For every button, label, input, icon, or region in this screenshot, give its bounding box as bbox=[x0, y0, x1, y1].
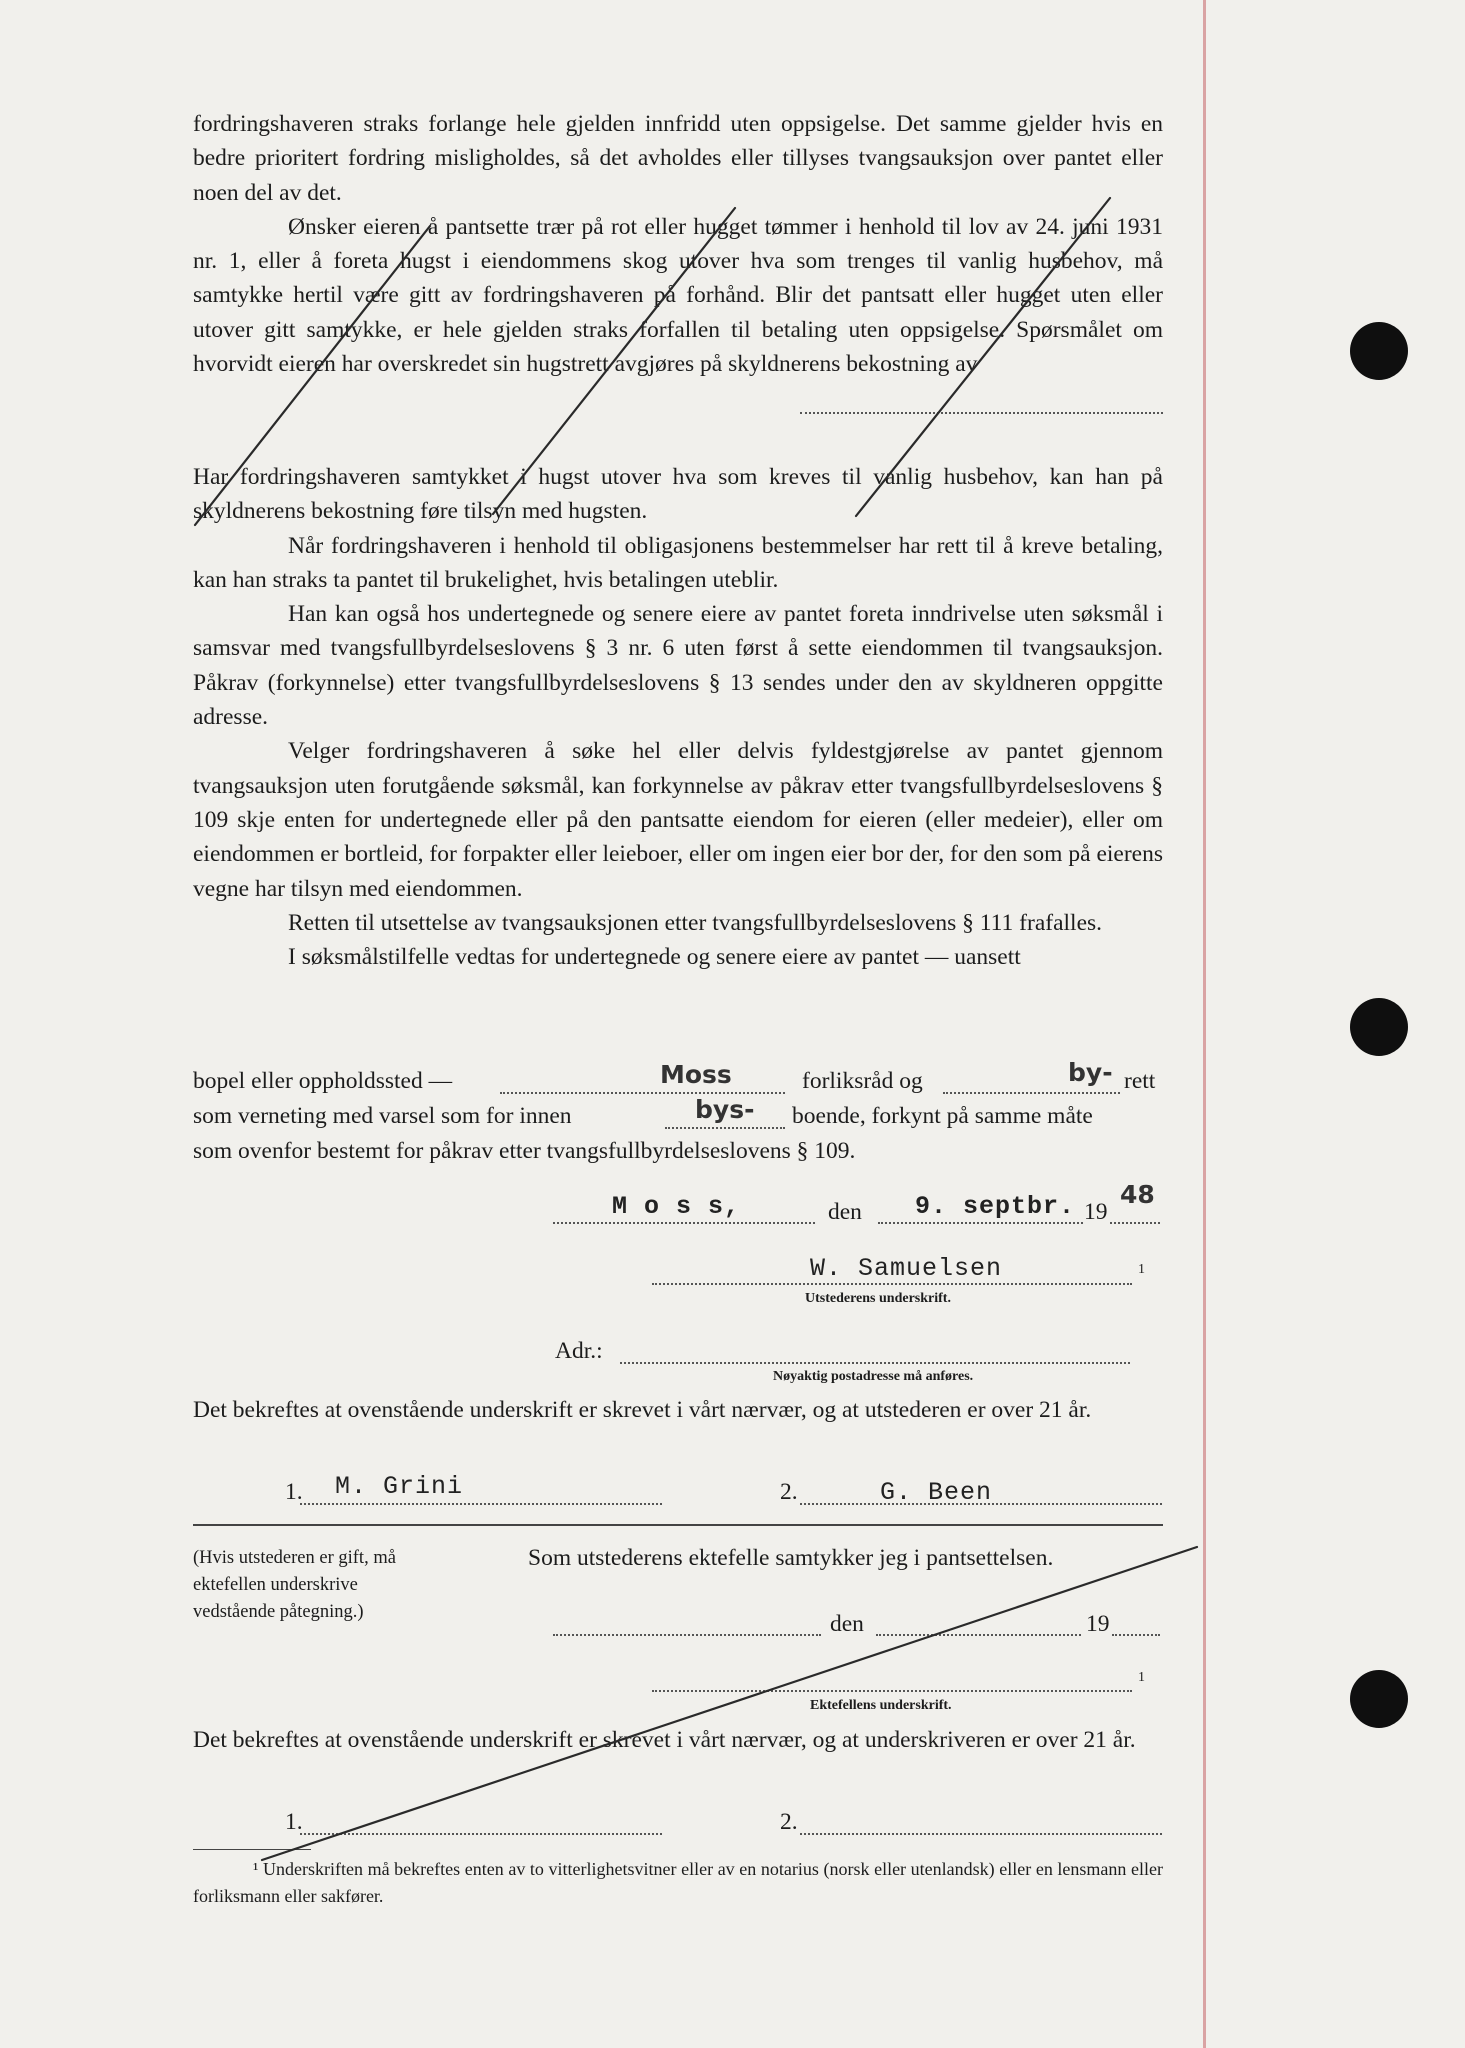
issuer-mark: 1 bbox=[1138, 1262, 1145, 1277]
city-value: Moss bbox=[660, 1060, 732, 1089]
spouse-side-note: (Hvis utstederen er gift, må ektefellen underskrive vedstående påtegning.) bbox=[193, 1548, 396, 1622]
issuer-signature: W. Samuelsen bbox=[810, 1254, 1003, 1283]
spouse-century: 19 bbox=[1086, 1611, 1110, 1637]
spouse-caption: Ektefellens underskrift. bbox=[810, 1698, 952, 1713]
spouse-statement: Som utstederens ektefelle samtykker jeg i pantsettelsen. bbox=[528, 1545, 1054, 1571]
address-caption: Nøyaktig postadresse må anføres. bbox=[773, 1369, 974, 1384]
date-century: 19 bbox=[1084, 1199, 1108, 1225]
spouse-den: den bbox=[830, 1611, 864, 1637]
venue-text: boende, forkynt på samme måte bbox=[792, 1103, 1093, 1129]
paragraph: Han kan også hos undertegnede og senere eiere av pantet foreta inndrivelse uten søksmål i samsvar med tvangsfullbyrdelseslovens § 3 nr. 6 uten først å sette eiendommen til tvangsauksjon. Påkrav (forkynnelse) etter tvangsfullbyrdelseslovens § 13 sendes under den av skyldneren oppgitte adresse. bbox=[193, 601, 1163, 731]
date-year: 48 bbox=[1120, 1180, 1155, 1209]
date-day-month: 9. septbr. bbox=[915, 1192, 1076, 1221]
date-place: M o s s, bbox=[612, 1192, 741, 1221]
paragraph: Velger fordringshaveren å søke hel eller delvis fyldestgjørelse av pantet gjennom tvangsauksjon uten forutgående søksmål, kan forkynnelse av påkrav etter tvangsfullbyrdelseslovens § 109 skje enten for undertegnede eller på den pantsatte eiendom for eieren (eller medeier), eller om eiendommen er bortleid, for forpakter eller leieboer, eller om ingen eier bor der, for den som på eierens vegne har tilsyn med eiendommen. bbox=[193, 738, 1163, 902]
paragraph: fordringshaveren straks forlange hele gjelden innfridd uten oppsigelse. Det samme gjelder hvis en bedre prioritert fordring misligholdes, så det avholdes eller tillyses tvangsauksjon over pantet eller noen del av det. bbox=[193, 111, 1163, 206]
date-den: den bbox=[828, 1199, 862, 1225]
venue-text: som verneting med varsel som for innen bbox=[193, 1103, 572, 1129]
paragraph: I søksmålstilfelle vedtas for undertegnede og senere eiere av pantet — uansett bbox=[288, 944, 1021, 971]
venue-text: forliksråd og bbox=[802, 1068, 923, 1094]
witness-number: 2. bbox=[780, 1479, 798, 1505]
witness-statement-2: Det bekreftes at ovenstående underskrift er skrevet i vårt nærvær, og at underskriveren er over 21 år. bbox=[193, 1727, 1136, 1753]
witness-name-1: M. Grini bbox=[335, 1472, 464, 1501]
footnote-text: ¹ Underskriften må bekreftes enten av to vitterlighetsvitner eller av en notarius (norsk eller utenlandsk) eller en lensmann eller forliksmann eller sakfører. bbox=[193, 1859, 1163, 1906]
address-label: Adr.: bbox=[555, 1338, 603, 1364]
witness-number: 1. bbox=[285, 1479, 303, 1505]
venue-text: bopel eller oppholdssted — bbox=[193, 1068, 453, 1094]
witness-statement: Det bekreftes at ovenstående underskrift er skrevet i vårt nærvær, og at utstederen er over 21 år. bbox=[193, 1397, 1092, 1423]
spouse-mark: 1 bbox=[1138, 1670, 1145, 1685]
witness-number: 2. bbox=[780, 1809, 798, 1835]
witness-name-2: G. Been bbox=[880, 1478, 993, 1507]
paragraph: Når fordringshaveren i henhold til obligasjonens bestemmelser har rett til å kreve betaling, kan han straks ta pantet til brukelighet, hvis betalingen uteblir. bbox=[193, 532, 1163, 593]
paragraph: Retten til utsettelse av tvangsauksjonen etter tvangsfullbyrdelseslovens § 111 frafalles. bbox=[288, 909, 1103, 936]
paragraph: Ønsker eieren å pantsette trær på rot eller hugget tømmer i henhold til lov av 24. juni 1931 nr. 1, eller å foreta hugst i eiendommens skog utover hva som trenges til vanlig husbehov, må samtykke hertil være gitt av fordringshaveren på forhånd. Blir det pantsatt eller hugget uten eller utover gitt samtykke, er hele gjelden straks forfallen til betaling uten oppsigelse. Spørsmålet om hvorvidt eieren har overskredet sin hugstrett avgjøres på skyldnerens bekostning av bbox=[193, 213, 1163, 378]
venue-text: rett bbox=[1124, 1068, 1156, 1094]
court-type-value: by- bbox=[1068, 1058, 1113, 1087]
venue-text: som ovenfor bestemt for påkrav etter tvangsfullbyrdelseslovens § 109. bbox=[193, 1138, 856, 1164]
issuer-caption: Utstederens underskrift. bbox=[805, 1291, 951, 1306]
paragraph: Har fordringshaveren samtykket i hugst utover hva som kreves til vanlig husbehov, kan han på skyldnerens bekostning føre tilsyn med hugsten. bbox=[193, 464, 1163, 525]
court-type-value-2: bys- bbox=[695, 1095, 755, 1124]
witness-number: 1. bbox=[285, 1809, 303, 1835]
